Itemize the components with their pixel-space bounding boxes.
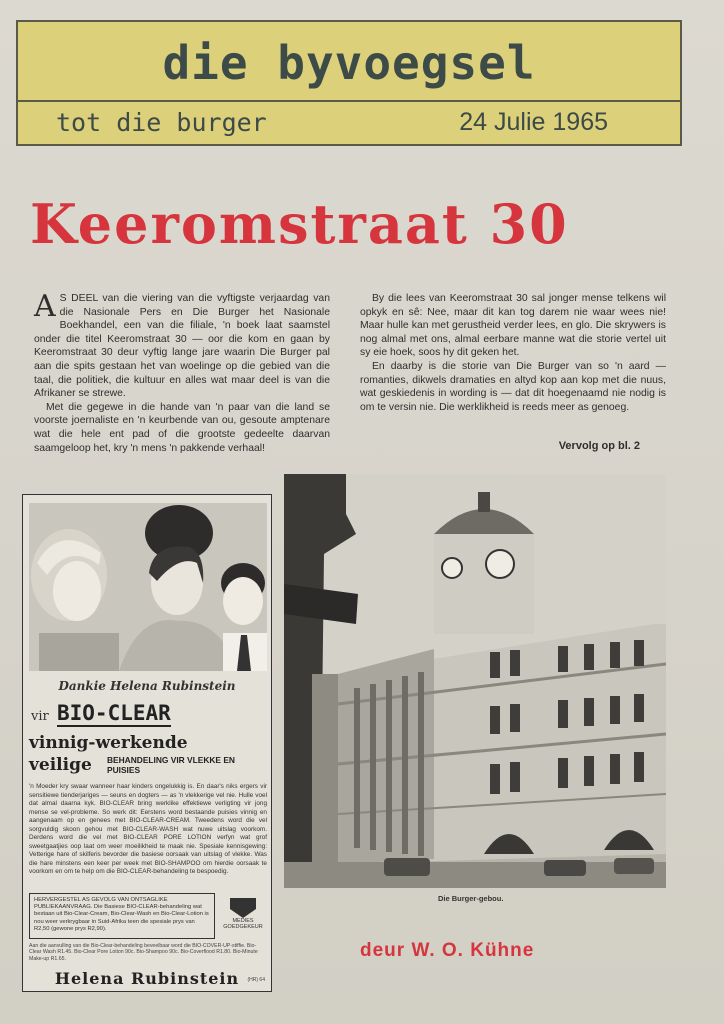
product-name: BIO-CLEAR xyxy=(57,701,171,725)
masthead-date: 24 Julie 1965 xyxy=(459,108,608,136)
advertisement-tagline-1: vinnig-werkende xyxy=(29,733,188,753)
advertisement-offer-box: HERVERGESTEL AS GEVOLG VAN ONTSAGLIKE PUBLIEKAANVRAAG. Die Basiese BIO-CLEAR-behandeling wat bestaan uit Bio-Clear-Cream, Bio-Clear-Wash en Bio-Clear-Lotion is nou weer verkrygbaar in Suid-Afrika teen die spesiale prys van R2,50 (gewone prys R2,90). xyxy=(29,893,215,939)
advertisement-tagline-2: veilige xyxy=(29,755,92,775)
masthead xyxy=(16,20,682,146)
masthead-title: die byvoegsel xyxy=(162,36,536,90)
advertisement-code: (HR) 64 xyxy=(247,977,265,983)
article-paragraph: En daarby is die storie van Die Burger van so 'n aard — romanties, dikwels dramaties en altyd kop aan kop met die nuus, wat geskiedenis in wording is — dat dit hoegenaamd nie nodig is om te versin nie. Die werklikheid is reeds meer as genoeg. xyxy=(360,360,666,413)
article-column-right xyxy=(360,292,666,414)
continued-notice: Vervolg op bl. 2 xyxy=(558,440,640,452)
masthead-rule xyxy=(18,100,680,102)
burger-building-illustration xyxy=(284,474,666,888)
advertisement-treatment: BEHANDELING VIR VLEKKE EN PUISIES xyxy=(107,755,235,775)
article-byline: deur W. O. Kühne xyxy=(360,940,535,961)
family-photo-illustration xyxy=(29,503,267,671)
advertisement-vir: vir xyxy=(31,709,49,724)
article-column-left xyxy=(34,289,330,455)
advertisement-photo xyxy=(29,503,267,671)
shield-icon xyxy=(230,898,256,918)
advertisement-body: 'n Moeder kry swaar wanneer haar kinders ongelukkig is. En daar's niks ergers vir sensitiewe tienderjariges — seuns en dogters — as 'n vlekkerige vel nie. Hulle voel dat almal daarna kyk. BIO-CLEAR bring werklike effektiewe verligting vir jong mense se vel-probleme. So werk dit: Eerstens word bestaande puisies vinnig en aangenaam op en genees met BIO-CLEAR-CREAM. Tweedens word die vel sorgvuldig skoon gehou met BIO-CLEAR-WASH wat nuwe uitslag voorkom. Derdens word die vel met BIO-CLEAR PORE LOTION verfyn wat grof sweetgaatjies oop laat om weer moeilikheid te maak nie. Spesiale kennisgewing: Vetterige hare of skilferis bevorder die basiese oorsaak van uitslag of vlekke. Was die hare minstens een keer per week met BIO-SHAMPOO om hierdie oorsaak te voorkom en om te help om die BIO-CLEAR-behandeling te bespoedig. xyxy=(29,783,267,875)
building-photo xyxy=(284,474,666,888)
article-paragraph: A S DEEL van die viering van die vyftigste verjaardag van die Nasionale Pers en Die Burger het Nasionale Boekhandel, een van die filiale, 'n boek laat saamstel onder die titel Keeromstraat 30 — oor die kom en gaan by Keeromstraat 30 deur vyftig lange jare waarin Die Burger pal aan die spits gestaan het van woelinge op die gebied van die taal, die politiek, die kultuur en alles wat maar deel is van die Afrikaner se strewe. xyxy=(34,289,330,400)
advertisement-thanks: Dankie Helena Rubinstein xyxy=(58,679,236,693)
drop-cap: A xyxy=(34,289,56,324)
medical-approval-badge xyxy=(221,895,265,939)
brand-name: Helena Rubinstein xyxy=(54,969,240,988)
advertisement-fine-print: Aan die aanvulling van die Bio-Clear-behandeling beveelbaar word die BIO-COVER-UP-stiffie. Bio-Clear Wash R1.45. Bio-Clear Pore Lotion 90c. Bio-Shampoo 90c. Bio-Coverflood R1.80. Bio-Minute Make-up R1.65. xyxy=(29,943,258,962)
article-headline: Keeromstraat 30 xyxy=(30,192,569,256)
article-paragraph: By die lees van Keeromstraat 30 sal jonger mense telkens wil opkyk en sê: Nee, maar dit kan tog darem nie waar wees nie! Maar hulle kan met gerustheid verder lees, en glo. Die skrywers is nog almal met ons, almal eerbare manne wat die storie vertel uit sy eie hoek, soos hy dit geken het. xyxy=(360,293,666,359)
photo-caption: Die Burger-gebou. xyxy=(438,894,504,903)
masthead-subtitle: tot die burger xyxy=(56,108,267,137)
article-paragraph: Met die gegewe in die hande van 'n paar van die land se voorste joernaliste en 'n keurbende van ou, gesoute amptenare wat die hele ent pad of die grootste gedeelte daarvan saamgeloop het, kry 'n mens 'n pakkende verhaal! xyxy=(34,401,330,454)
advertisement xyxy=(22,494,272,992)
badge-label: MEDIES GOEDGEKEUR xyxy=(223,918,263,930)
